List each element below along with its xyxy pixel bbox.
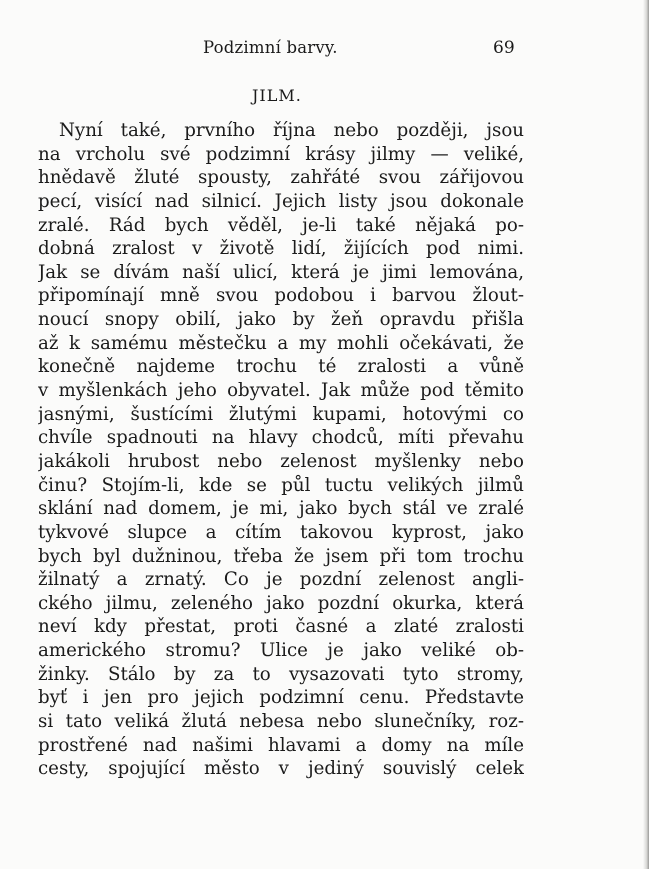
text-line: činu? Stojím-li, kde se půl tuctu velikých jilmů <box>38 474 524 496</box>
text-line: noucí snopy obilí, jako by žeň opravdu přišla <box>38 309 524 331</box>
text-line: jasnými, šustícími žlutými kupami, hotovými co <box>38 403 524 425</box>
text-line: ckého jilmu, zeleného jako pozdní okurka, která <box>38 592 524 614</box>
chapter-title: JILM. <box>252 86 302 105</box>
text-line: si tato veliká žlutá nebesa nebo slunečníky, roz- <box>38 711 524 733</box>
text-line: hnědavě žluté spousty, zahřáté svou zářijovou <box>38 167 524 189</box>
text-line: sklání nad domem, je mi, jako bych stál ve zralé <box>38 498 524 520</box>
text-line: připomínají mně svou podobou i barvou žlout- <box>38 285 524 307</box>
page-number: 69 <box>493 38 515 58</box>
text-line: konečně najdeme trochu té zralosti a vůně <box>38 356 524 378</box>
text-line: amerického stromu? Ulice je jako veliké ob- <box>38 640 524 662</box>
text-line: tykvové slupce a cítím takovou kyprost, jako <box>38 521 524 543</box>
text-line: zralé. Rád bych věděl, je-li také nějaká po- <box>38 214 524 236</box>
text-line: žilnatý a zrnatý. Co je pozdní zelenost angli- <box>38 569 524 591</box>
text-line: chvíle spadnouti na hlavy chodců, míti převahu <box>38 427 524 449</box>
text-line: jakákoli hrubost nebo zelenost myšlenky nebo <box>38 450 524 472</box>
text-line: žinky. Stálo by za to vysazovati tyto stromy, <box>38 663 524 685</box>
text-line: Nyní také, prvního října nebo později, jsou <box>59 120 524 141</box>
text-line: v myšlenkách jeho obyvatel. Jak může pod těmito <box>38 380 524 402</box>
text-line: prostřené nad našimi hlavami a domy na míle <box>38 734 524 756</box>
text-line: neví kdy přestat, proti časné a zlaté zralosti <box>38 616 524 638</box>
running-title: Podzimní barvy. <box>203 38 338 57</box>
text-line: bych byl dužninou, třeba že jsem při tom trochu <box>38 545 524 567</box>
text-line: až k samému městečku a my mohli očekávati, že <box>38 332 524 354</box>
text-line: cesty, spojující město v jediný souvislý celek <box>38 758 524 780</box>
text-line: na vrcholu své podzimní krásy jilmy — veliké, <box>38 143 524 165</box>
text-line: pecí, visící nad silnicí. Jejich listy jsou dokonale <box>38 190 524 212</box>
text-line: dobná zralost v životě lidí, žijících pod nimi. <box>38 238 524 260</box>
text-line: byť i jen pro jejich podzimní cenu. Představte <box>38 687 524 709</box>
page-edge-shadow <box>643 0 649 869</box>
body-text <box>38 119 524 781</box>
text-line: Jak se dívám naší ulicí, která je jimi lemována, <box>38 261 524 283</box>
